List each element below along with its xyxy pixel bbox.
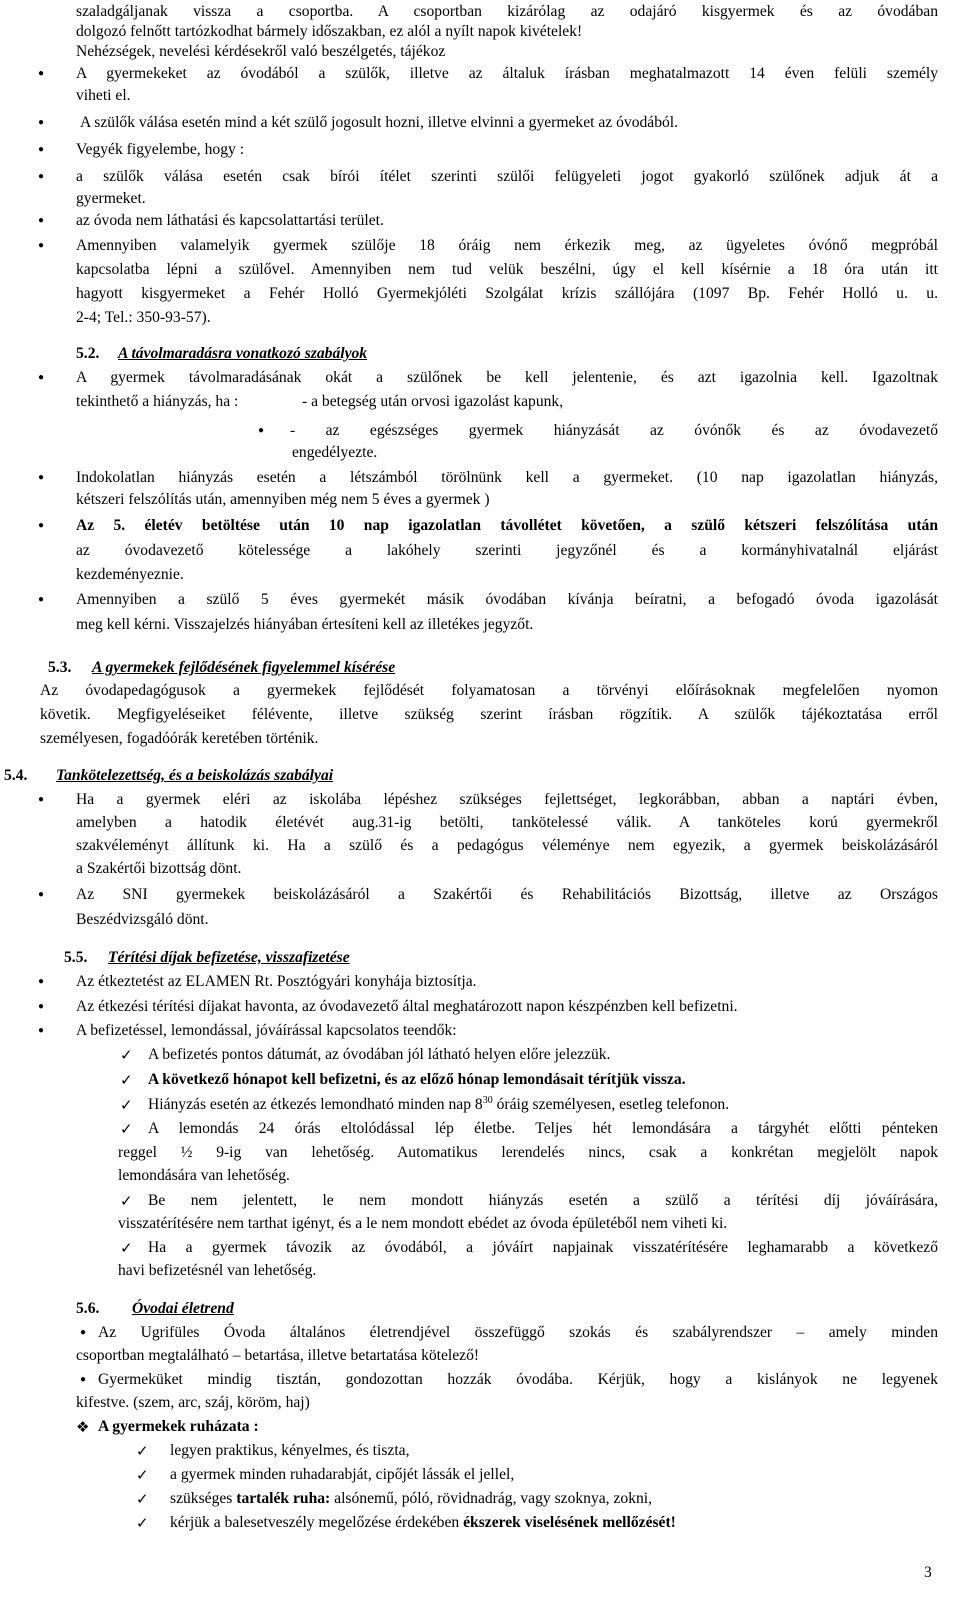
list-item-continuation: az óvodavezető kötelessége a lakóhely szerinti jegyzőnél és a kormányhivatalnál eljárást <box>76 542 938 559</box>
bullet-icon: ● <box>38 794 45 805</box>
list-item-continuation: amelyben a hatodik életévét aug.31-ig betölti, tankötelessé válik. A tanköteles korú gyermekről <box>76 814 938 831</box>
bullet-icon: ● <box>38 889 45 900</box>
paragraph-line: Az óvodapedagógusok a gyermekek fejlődését folyamatosan a törvényi előírásoknak megfelelően nyomon <box>40 682 938 699</box>
list-item: A gyermek távolmaradásának okát a szülőnek be kell jelentenie, és azt igazolnia kell. Igazoltnak <box>76 369 938 386</box>
diamond-bullet-icon: ❖ <box>76 1418 90 1436</box>
list-item-continuation: 2-4; Tel.: 350-93-57). <box>76 309 211 326</box>
section-title: A távolmaradásra vonatkozó szabályok <box>118 345 368 362</box>
sub-list-item: - az egészséges gyermek hiányzását az óvónők és az óvodavezető <box>290 422 938 439</box>
paragraph-line: Nehézségek, nevelési kérdésekről való beszélgetés, tájékoz <box>76 43 446 60</box>
bullet-icon: ● <box>38 1025 45 1036</box>
bullet-icon: ● <box>38 976 45 987</box>
list-item: A befizetéssel, lemondással, jóváírással kapcsolatos teendők: <box>76 1022 457 1039</box>
emphasis-text: tartalék ruha: <box>236 1490 331 1507</box>
list-item-continuation: hagyott kisgyermeket a Fehér Holló Gyermekjóléti Szolgálat krízis szállójára (1097 Bp. Fehér Holló u. u. <box>76 285 938 302</box>
bullet-icon: ● <box>38 144 45 155</box>
checkmark-icon: ✓ <box>120 1096 133 1114</box>
paragraph-line: szaladgáljanak vissza a csoportba. A csoportban kizárólag az odajáró kisgyermek és az óvodában <box>76 3 938 20</box>
check-list-item: a gyermek minden ruhadarabját, cipőjét lássák el jellel, <box>170 1466 515 1483</box>
checkmark-icon: ✓ <box>120 1239 133 1257</box>
list-item: Vegyék figyelembe, hogy : <box>76 141 245 158</box>
paragraph-line: követik. Megfigyeléseiket félévente, illetve szükség szerint írásban rögzítik. A szülők tájékoztatása erről <box>40 706 938 723</box>
check-list-item: A befizetés pontos dátumát, az óvodában jól látható helyen előre jelezzük. <box>148 1046 611 1063</box>
check-list-item: Be nem jelentett, le nem mondott hiányzás esetén a szülő a térítési díj jóváírására, <box>148 1192 938 1209</box>
list-item-continuation: kifestve. (szem, arc, száj, köröm, haj) <box>76 1394 310 1411</box>
check-list-item: A lemondás 24 órás eltolódással lép életbe. Teljes hét lemondására a tárgyhét előtti pénteken <box>148 1120 938 1137</box>
bullet-icon: ● <box>38 117 45 128</box>
list-item-continuation: gyermeket. <box>76 190 146 207</box>
check-list-item: A következő hónapot kell befizetni, és az előző hónap lemondásait térítjük vissza. <box>148 1071 686 1088</box>
checkmark-icon: ✓ <box>136 1442 149 1460</box>
list-item-continuation: kétszeri felszólítás után, amennyiben még nem 5 éves a gyermek ) <box>76 491 490 508</box>
list-item: A gyermekeket az óvodából a szülők, illetve az általuk írásban meghatalmazott 14 éven felüli személy <box>76 65 938 82</box>
list-item-continuation: Beszédvizsgáló dönt. <box>76 911 209 928</box>
bullet-icon: ● <box>38 520 45 531</box>
bullet-icon: ● <box>80 1327 87 1338</box>
checkmark-icon: ✓ <box>120 1192 133 1210</box>
check-list-item-continuation: havi befizetésnél van lehetőség. <box>118 1262 317 1279</box>
check-list-item <box>148 1095 729 1115</box>
section-title: Térítési díjak befizetése, visszafizetése <box>108 949 350 966</box>
time-superscript: 30 <box>482 1095 493 1106</box>
check-list-item-text: Hiányzás esetén az étkezés lemondható minden nap 8 <box>148 1096 483 1113</box>
list-item-continuation: tekinthető a hiányzás, ha : <box>76 393 239 410</box>
bullet-icon: ● <box>38 372 45 383</box>
section-number: 5.6. <box>76 1300 100 1317</box>
bullet-icon: ● <box>38 68 45 79</box>
bullet-icon: ● <box>38 240 45 251</box>
list-item: Amennyiben a szülő 5 éves gyermekét másik óvodában kívánja beíratni, a befogadó óvoda igazolását <box>76 591 938 608</box>
checkmark-icon: ✓ <box>136 1466 149 1484</box>
list-item-continuation: csoportban megtalálható – betartása, illetve betartatása kötelező! <box>76 1347 480 1364</box>
check-list-item <box>170 1513 676 1533</box>
bullet-icon: ● <box>258 425 265 436</box>
checkmark-icon: ✓ <box>120 1046 133 1064</box>
bullet-icon: ● <box>38 171 45 182</box>
paragraph-line: személyesen, fogadóórák keretében történik. <box>40 730 319 747</box>
list-item: Az SNI gyermekek beiskolázásáról a Szakértői és Rehabilitációs Bizottság, illetve az Országos <box>76 886 938 903</box>
list-item: Az étkeztetést az ELAMEN Rt. Posztógyári konyhája biztosítja. <box>76 973 477 990</box>
checkmark-icon: ✓ <box>136 1490 149 1508</box>
list-item: az óvoda nem láthatási és kapcsolattartási terület. <box>76 212 384 229</box>
section-title: Óvodai életrend <box>132 1300 234 1317</box>
bullet-icon: ● <box>38 215 45 226</box>
bullet-icon: ● <box>38 594 45 605</box>
section-number: 5.3. <box>48 659 72 676</box>
list-item-continuation: kapcsolatba lépni a szülővel. Amennyiben nem tud velük beszélni, úgy el kell kísérnie a 18 óra után itt <box>76 261 938 278</box>
section-title: Tankötelezettség, és a beiskolázás szabályai <box>56 767 334 784</box>
check-list-item-text: óráig személyesen, esetleg telefonon. <box>492 1096 730 1113</box>
list-heading: A gyermekek ruházata : <box>98 1418 259 1435</box>
check-list-item: legyen praktikus, kényelmes, és tiszta, <box>170 1442 410 1459</box>
list-item-continuation: meg kell kérni. Visszajelzés hiányában értesíteni kell az illetékes jegyzőt. <box>76 616 534 633</box>
list-item-continuation: a Szakértői bizottság dönt. <box>76 860 242 877</box>
check-list-item-text: szükséges <box>170 1490 237 1507</box>
list-item: a szülők válása esetén csak bírói ítélet szerinti szülői felügyeleti jogot gyakorló szülőnek adjuk át a <box>76 168 938 185</box>
bullet-icon: ● <box>38 1001 45 1012</box>
check-list-item-continuation: visszatérítésére nem tarthat igényt, és a le nem mondott ebédet az óvoda épületéből nem viheti ki. <box>118 1215 728 1232</box>
check-list-item-text: alsónemű, póló, rövidnadrág, vagy szoknya, zokni, <box>330 1490 653 1507</box>
section-number: 5.2. <box>76 345 100 362</box>
list-item-continuation: kezdeményeznie. <box>76 566 184 583</box>
list-item: Gyermeküket mindig tisztán, gondozottan hozzák óvodába. Kérjük, hogy a kislányok ne legyenek <box>98 1371 938 1388</box>
list-item: Az 5. életév betöltése után 10 nap igazolatlan távollétet követően, a szülő kétszeri felszólítása után <box>76 517 938 534</box>
list-item-continuation: szakvéleményt állítunk ki. Ha a szülő és a pedagógus véleménye nem egyezik, a gyermek beiskolázásáról <box>76 837 938 854</box>
list-item-continuation: - a betegség után orvosi igazolást kapunk, <box>302 393 564 410</box>
check-list-item <box>170 1489 652 1509</box>
check-list-item-continuation: lemondására van lehetőség. <box>118 1167 290 1184</box>
list-item: Ha a gyermek eléri az iskolába lépéshez szükséges fejlettséget, legkorábban, abban a naptári évben, <box>76 791 938 808</box>
checkmark-icon: ✓ <box>120 1071 133 1089</box>
checkmark-icon: ✓ <box>120 1120 133 1138</box>
list-item: Indokolatlan hiányzás esetén a létszámból törölnünk kell a gyermeket. (10 nap igazolatlan hiányzás, <box>76 469 938 486</box>
check-list-item-text: kérjük a balesetveszély megelőzése érdekében <box>170 1514 464 1531</box>
section-number: 5.4. <box>4 767 28 784</box>
page-number: 3 <box>924 1564 932 1581</box>
bullet-icon: ● <box>38 472 45 483</box>
sub-list-item-continuation: engedélyezte. <box>292 444 378 461</box>
list-item: A szülők válása esetén mind a két szülő jogosult hozni, illetve elvinni a gyermeket az óvodából. <box>80 114 679 131</box>
list-item: Az étkezési térítési díjakat havonta, az óvodavezető által meghatározott napon készpénzben kell befizetni. <box>76 998 738 1015</box>
paragraph-line: dolgozó felnőtt tartózkodhat bármely időszakban, ez alól a nyílt napok kivételek! <box>76 23 583 40</box>
check-list-item-continuation: reggel ½ 9-ig van lehetőség. Automatikus lerendelés nincs, csak a konkrétan megjelölt napok <box>118 1144 938 1161</box>
check-list-item: Ha a gyermek távozik az óvodából, a jóváírt napjainak visszatérítésére leghamarabb a következő <box>148 1239 938 1256</box>
list-item: Az Ugrifüles Óvoda általános életrendjével összefüggő szokás és szabályrendszer – amely minden <box>98 1324 938 1341</box>
emphasis-text: ékszerek viselésének mellőzését! <box>463 1514 676 1531</box>
checkmark-icon: ✓ <box>136 1514 149 1532</box>
section-number: 5.5. <box>64 949 88 966</box>
bullet-icon: ● <box>80 1374 87 1385</box>
list-item: Amennyiben valamelyik gyermek szülője 18 óráig nem érkezik meg, az ügyeletes óvónő megpróbál <box>76 237 938 254</box>
section-title: A gyermekek fejlődésének figyelemmel kísérése <box>92 659 396 676</box>
list-item-continuation: viheti el. <box>76 87 131 104</box>
